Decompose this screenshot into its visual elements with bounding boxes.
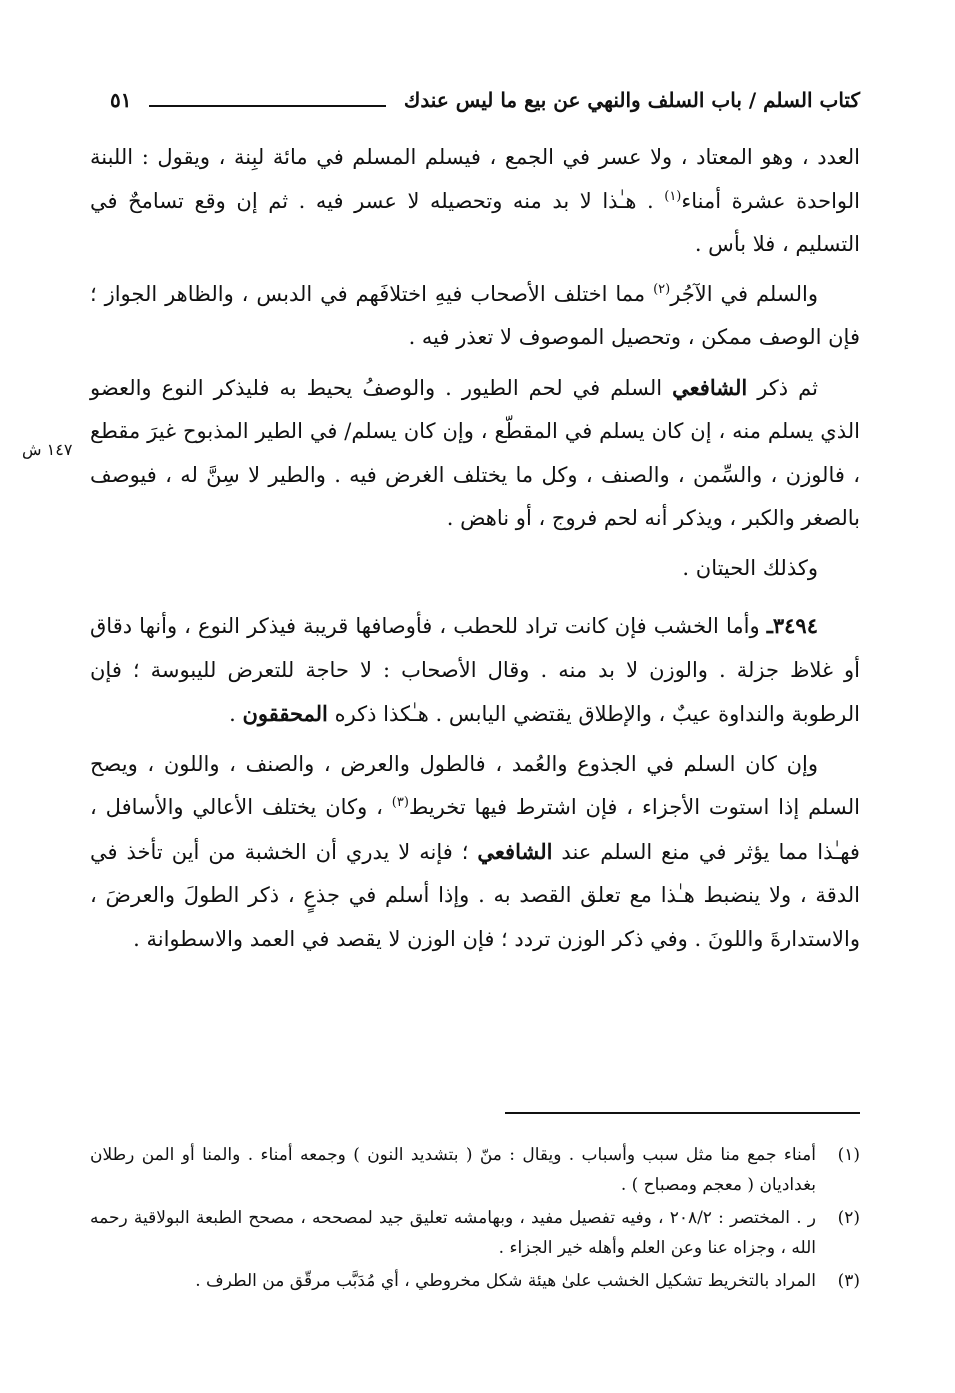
footnote-text: أمناء جمع منا مثل سبب وأسباب . ويقال : منّ ( بتشديد النون ) وجمعه أمناء . والمنا أو المن رطلان بغداديان ( معجم ومصباح ) . — [90, 1145, 816, 1195]
entry-number: ٣٤٩٤ـ — [766, 613, 818, 638]
paragraph-text: والسلم في الآجُر — [670, 281, 818, 306]
footnote-marker: (٣) — [837, 1271, 860, 1291]
running-header — [110, 82, 860, 118]
footnotes — [90, 1140, 860, 1299]
paragraph-text: ؛ فإنه لا يدري أن الخشبة من أين تأخذ في الدقة ، ولا ينضبط هـٰذا مع تعلق القصد به . وإذا أسلم في جذعٍ ، ذكر الطولَ والعرضَ ، والاستدارةَ واللونَ . وفي ذكر الوزن تردد ؛ فإن الوزن لا يقصد في العمد والاسطوانة . — [90, 839, 860, 951]
footnote-ref-1: (١) — [664, 188, 682, 204]
footnote-2 — [90, 1203, 860, 1263]
paragraph-4: وكذلك الحيتان . — [682, 555, 818, 580]
paragraph-1 — [90, 136, 860, 267]
paragraph-text: . — [229, 702, 243, 726]
paragraph-text: مما اختلف الأصحاب فيهِ اختلافَهم في الدبس ، والظاهر الجواز ؛ فإن الوصف ممكن ، وتحصيل الموصوف لا تعذر فيه . — [90, 281, 860, 349]
page-number: ٥١ — [110, 88, 132, 112]
footnote-3 — [90, 1266, 860, 1296]
paragraph-text: ثم ذكر — [747, 375, 818, 400]
paragraph-text: وإن كان السلم في الجذوع والعُمد ، فالطول والعرض ، والصنف ، واللون ، ويصح السلم إذا استوت الأجزاء ، فإن اشترط فيها تخريط — [90, 751, 860, 819]
footnote-rule — [505, 1112, 860, 1114]
footnote-1 — [90, 1140, 860, 1200]
footnote-ref-2: (٢) — [653, 281, 671, 297]
paragraph-5 — [90, 604, 860, 737]
bold-name: الشافعي — [477, 838, 553, 864]
running-header-title: كتاب السلم / باب السلف والنهي عن بيع ما ليس عندك — [403, 88, 860, 112]
paragraph-text: ، وكان يختلف الأعالي والأسافل ، فهـٰذا مما يؤثر في منع السلم عند — [90, 795, 860, 864]
paragraph-text: . هـٰذا لا بد منه وتحصيله لا عسر فيه . ثم إن وقع تسامحٌ في التسليم ، فلا بأس . — [90, 188, 860, 256]
paragraph-2 — [90, 273, 860, 360]
paragraph-text: العدد ، وهو المعتاد ، ولا عسر في الجمع ، فيسلم المسلم في مائة لبِنة ، ويقول : اللبنة الواحدة عشرة أمناء — [90, 145, 860, 213]
footnote-ref-3: (٣) — [391, 795, 409, 810]
footnote-marker: (١) — [837, 1145, 860, 1165]
margin-note: ١٤٧ ش — [22, 440, 73, 459]
paragraph-text: السلم في لحم الطيور . والوصفُ يحيط به فليذكر النوع والعضو الذي يسلم منه ، إن كان يسلم في المقطّع ، وإن كان يسلم/ في الطير المذبوح غيرَ مقطع ، فالوزن ، والسِّمن ، والصنف ، وكل ما يختلف الغرض فيه . والطير لا سِنَّ له ، فيوصف بالصغر والكبر ، ويذكر أنه لحم فروج ، أو ناهض . — [90, 375, 860, 530]
paragraph-6 — [90, 743, 860, 962]
paragraph-text: وأما الخشب فإن كانت تراد للحطب ، فأوصافها قريبة فيذكر النوع ، وأنها دقاق أو غلاظ جزلة . والوزن لا بد منه . وقال الأصحاب : لا حاجة للتعرض لليبوسة ؛ فإن الرطوبة والنداوة عيبٌ ، والإطلاق يقتضي اليابس . هـٰكذا ذكره — [90, 614, 860, 726]
bold-name: الشافعي — [672, 374, 748, 400]
bold-name: المحققون — [242, 701, 328, 726]
body-text — [90, 136, 860, 967]
header-rule — [149, 105, 385, 107]
footnote-text: المراد بالتخريط تشكيل الخشب علىٰ هيئة شكل مخروطي ، أي مُدَبَّب مرقّق من الطرف . — [195, 1271, 816, 1291]
footnote-text: ر . المختصر : ٢٠٨/٢ ، وفيه تفصيل مفيد ، وبهامشه تعليق جيد لمصححه ، مصحح الطبعة البولاقية رحمه الله ، وجزاه عنا وعن العلم وأهله خير الجزاء . — [90, 1208, 816, 1258]
footnote-marker: (٢) — [837, 1208, 860, 1228]
paragraph-3 — [90, 366, 860, 541]
